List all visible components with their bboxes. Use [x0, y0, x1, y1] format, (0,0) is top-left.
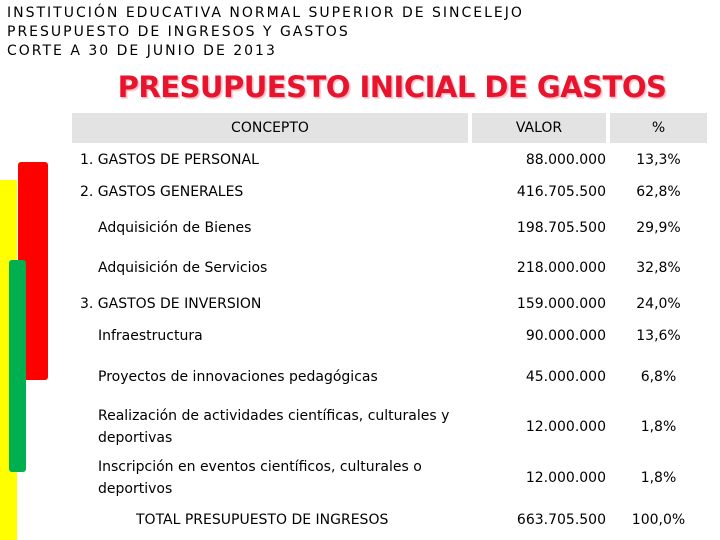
row-concepto: 3. GASTOS DE INVERSION	[80, 296, 262, 312]
row-valor: 663.705.500	[516, 512, 606, 528]
table-row-total	[72, 507, 707, 533]
table-row	[72, 215, 707, 241]
table-row	[72, 255, 707, 281]
row-percent: 13,3%	[636, 152, 681, 168]
row-concepto: Proyectos de innovaciones pedagógicas	[98, 369, 378, 385]
row-valor: 12.000.000	[525, 470, 606, 486]
column-header-percent: %	[610, 113, 707, 143]
row-percent: 6,8%	[640, 369, 677, 385]
green-decorative-bar	[9, 260, 26, 472]
row-concepto: Adquisición de Servicios	[98, 260, 268, 276]
table-row	[72, 364, 707, 390]
row-concepto: Realización de actividades científicas, culturales y deportivas	[98, 408, 450, 446]
row-valor: 198.705.500	[516, 220, 606, 236]
row-valor: 159.000.000	[516, 296, 606, 312]
row-concepto: Infraestructura	[98, 328, 203, 344]
row-percent: 100,0%	[631, 512, 686, 528]
cutoff-date: CORTE A 30 DE JUNIO DE 2013	[7, 43, 277, 59]
row-percent: 1,8%	[640, 419, 677, 435]
institution-name: INSTITUCIÓN EDUCATIVA NORMAL SUPERIOR DE SINCELEJO	[7, 5, 524, 21]
row-valor: 416.705.500	[516, 184, 606, 200]
row-concepto: 1. GASTOS DE PERSONAL	[80, 152, 259, 168]
column-header-valor: VALOR	[472, 113, 606, 143]
row-concepto: TOTAL PRESUPUESTO DE INGRESOS	[136, 512, 389, 528]
page-title: PRESUPUESTO INICIAL DE GASTOS	[117, 70, 667, 104]
column-header-concepto: CONCEPTO	[72, 113, 468, 143]
table-row	[72, 291, 707, 317]
row-percent: 29,9%	[636, 220, 681, 236]
row-valor: 12.000.000	[525, 419, 606, 435]
row-percent: 32,8%	[636, 260, 681, 276]
document-subtitle: PRESUPUESTO DE INGRESOS Y GASTOS	[7, 24, 350, 40]
row-percent: 13,6%	[636, 328, 681, 344]
row-valor: 218.000.000	[516, 260, 606, 276]
row-concepto: Inscripción en eventos científicos, culturales o deportivos	[98, 459, 422, 497]
row-percent: 1,8%	[640, 470, 677, 486]
row-concepto: Adquisición de Bienes	[98, 220, 252, 236]
table-row	[72, 323, 707, 349]
table-row	[72, 455, 707, 501]
table-row	[72, 179, 707, 205]
table-row	[72, 147, 707, 173]
row-percent: 62,8%	[636, 184, 681, 200]
row-valor: 45.000.000	[525, 369, 606, 385]
row-valor: 90.000.000	[525, 328, 606, 344]
row-valor: 88.000.000	[525, 152, 606, 168]
row-concepto: 2. GASTOS GENERALES	[80, 184, 244, 200]
table-row	[72, 404, 707, 450]
row-percent: 24,0%	[636, 296, 681, 312]
